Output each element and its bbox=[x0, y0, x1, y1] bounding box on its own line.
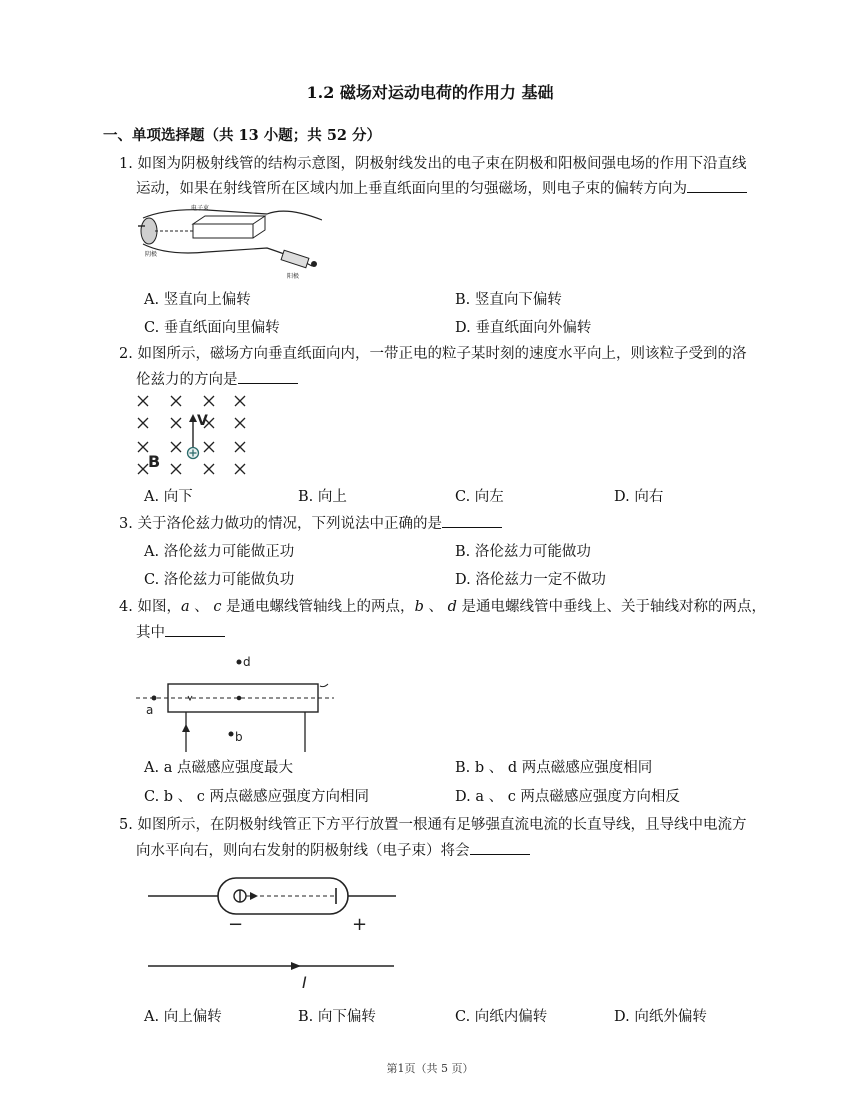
electron-beam-label: 电子束 bbox=[191, 205, 210, 212]
q1-stem-line2: 运动，如果在射线管所在区域内加上垂直纸面向里的匀强磁场，则电子束的偏转方向为 bbox=[136, 178, 747, 199]
q2-option-d[interactable]: D. 向右 bbox=[614, 489, 664, 505]
answer-blank bbox=[687, 178, 747, 193]
q2-option-b[interactable]: B. 向上 bbox=[298, 489, 347, 505]
q3-option-d[interactable]: D. 洛伦兹力一定不做功 bbox=[455, 572, 606, 588]
q1-option-a[interactable]: A. 竖直向上偏转 bbox=[144, 292, 251, 308]
magnetic-field-figure bbox=[134, 392, 254, 478]
page-footer: 第1页（共 5 页） bbox=[386, 1062, 474, 1075]
solenoid-figure bbox=[134, 648, 349, 752]
section-heading: 一、单项选择题（共 13 小题；共 52 分） bbox=[103, 127, 382, 144]
velocity-label: V bbox=[197, 413, 208, 429]
q4-option-d[interactable]: D. a 、 c 两点磁感应强度方向相反 bbox=[455, 789, 680, 805]
q1-option-b[interactable]: B. 竖直向下偏转 bbox=[455, 292, 562, 308]
page-title: 1.2 磁场对运动电荷的作用力 基础 bbox=[306, 83, 554, 102]
cathode-label: 阴极 bbox=[145, 251, 158, 258]
q2-stem-line1: 2. 如图所示，磁场方向垂直纸面向内，一带正电的粒子某时刻的速度水平向上，则该粒子受到的洛 bbox=[119, 346, 747, 362]
q2-option-a[interactable]: A. 向下 bbox=[144, 489, 193, 505]
point-a-label: a bbox=[146, 703, 154, 717]
q3-option-a[interactable]: A. 洛伦兹力可能做正功 bbox=[144, 544, 295, 560]
q4-stem-line2: 其中 bbox=[136, 622, 225, 643]
q5-option-b[interactable]: B. 向下偏转 bbox=[298, 1009, 376, 1025]
minus-label: − bbox=[228, 914, 244, 935]
q3-stem: 3. 关于洛伦兹力做功的情况，下列说法中正确的是 bbox=[119, 513, 502, 534]
answer-blank bbox=[470, 840, 530, 855]
q4-option-b[interactable]: B. b 、 d 两点磁感应强度相同 bbox=[455, 760, 653, 776]
plus-label: + bbox=[352, 914, 368, 935]
q3-option-c[interactable]: C. 洛伦兹力可能做负功 bbox=[144, 572, 295, 588]
q5-stem-line2: 向水平向右，则向右发射的阴极射线（电子束）将会 bbox=[136, 840, 530, 861]
cathode-ray-tube-figure bbox=[137, 200, 322, 280]
q5-option-d[interactable]: D. 向纸外偏转 bbox=[614, 1009, 707, 1025]
q5-option-c[interactable]: C. 向纸内偏转 bbox=[455, 1009, 548, 1025]
answer-blank bbox=[238, 369, 298, 384]
q1-option-c[interactable]: C. 垂直纸面向里偏转 bbox=[144, 320, 280, 336]
q4-option-c[interactable]: C. b 、 c 两点磁感应强度方向相同 bbox=[144, 789, 370, 805]
anode-label: 阳极 bbox=[287, 273, 300, 280]
q2-option-c[interactable]: C. 向左 bbox=[455, 489, 504, 505]
point-d-label: d bbox=[243, 655, 251, 669]
q4-stem-line1: 4. 如图，a 、 c 是通电螺线管轴线上的两点，b 、 d 是通电螺线管中垂线上、关于轴线对称的两点， bbox=[119, 599, 766, 615]
answer-blank bbox=[442, 513, 502, 528]
q5-option-a[interactable]: A. 向上偏转 bbox=[144, 1009, 222, 1025]
q3-option-b[interactable]: B. 洛伦兹力可能做功 bbox=[455, 544, 591, 560]
q2-stem-line2: 伦兹力的方向是 bbox=[136, 369, 298, 390]
cathode-tube-wire-figure bbox=[146, 868, 396, 990]
q4-option-a[interactable]: A. a 点磁感应强度最大 bbox=[144, 760, 293, 776]
point-b-label: b bbox=[235, 730, 243, 744]
field-label: B bbox=[148, 452, 161, 471]
q1-stem-line1: 1. 如图为阴极射线管的结构示意图，阴极射线发出的电子束在阴极和阳极间强电场的作用下沿直线 bbox=[119, 156, 747, 172]
q1-option-d[interactable]: D. 垂直纸面向外偏转 bbox=[455, 320, 592, 336]
answer-blank bbox=[165, 622, 225, 637]
current-label: I bbox=[302, 973, 307, 990]
q5-stem-line1: 5. 如图所示，在阴极射线管正下方平行放置一根通有足够强直流电流的长直导线，且导线中电流方 bbox=[119, 817, 747, 833]
